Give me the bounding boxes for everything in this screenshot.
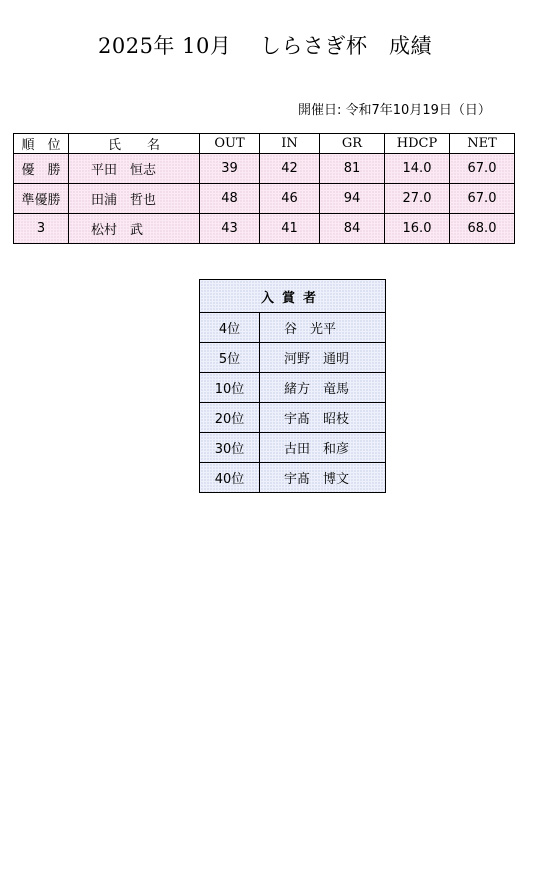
cell-gross: 81 [320,154,385,184]
cell-rank: 優 勝 [14,154,69,184]
cell-gross: 84 [320,214,385,244]
table-row [14,154,515,184]
award-rank: 5位 [200,343,260,373]
award-rank: 4位 [200,313,260,343]
cell-in: 41 [260,214,320,244]
cell-hdcp: 16.0 [385,214,450,244]
cell-in: 46 [260,184,320,214]
cell-net: 68.0 [450,214,515,244]
award-name: 緒方 竜馬 [260,373,386,403]
award-rank: 30位 [200,433,260,463]
award-rank: 20位 [200,403,260,433]
awards-header-row [200,280,386,313]
award-rank: 40位 [200,463,260,493]
col-gross: GR [320,134,385,154]
cell-hdcp: 27.0 [385,184,450,214]
award-row [200,373,386,403]
award-name: 古田 和彦 [260,433,386,463]
award-row [200,343,386,373]
award-name: 河野 通明 [260,343,386,373]
page-title: 2025年 10月 しらさぎ杯 成績 [97,34,432,58]
col-net: NET [450,134,515,154]
cell-name: 平田 恒志 [69,154,200,184]
cell-net: 67.0 [450,154,515,184]
results-table [13,133,515,244]
cell-hdcp: 14.0 [385,154,450,184]
table-row [14,214,515,244]
col-rank: 順 位 [14,134,69,154]
award-row [200,403,386,433]
cell-out: 43 [200,214,260,244]
results-header-row [14,134,515,154]
award-row [200,313,386,343]
awards-heading: 入賞者 [200,280,386,313]
cell-net: 67.0 [450,184,515,214]
cell-name: 松村 武 [69,214,200,244]
cell-gross: 94 [320,184,385,214]
award-name: 宇髙 博文 [260,463,386,493]
award-name: 谷 光平 [260,313,386,343]
table-row [14,184,515,214]
cell-out: 39 [200,154,260,184]
cell-rank: 準優勝 [14,184,69,214]
award-rank: 10位 [200,373,260,403]
award-name: 宇髙 昭枝 [260,403,386,433]
col-name: 氏 名 [69,134,200,154]
cell-rank: 3 [14,214,69,244]
award-row [200,463,386,493]
award-row [200,433,386,463]
cell-in: 42 [260,154,320,184]
cell-name: 田浦 哲也 [69,184,200,214]
col-hdcp: HDCP [385,134,450,154]
col-in: IN [260,134,320,154]
event-date: 開催日: 令和7年10月19日（日） [298,103,491,118]
cell-out: 48 [200,184,260,214]
awards-table [199,279,386,493]
col-out: OUT [200,134,260,154]
